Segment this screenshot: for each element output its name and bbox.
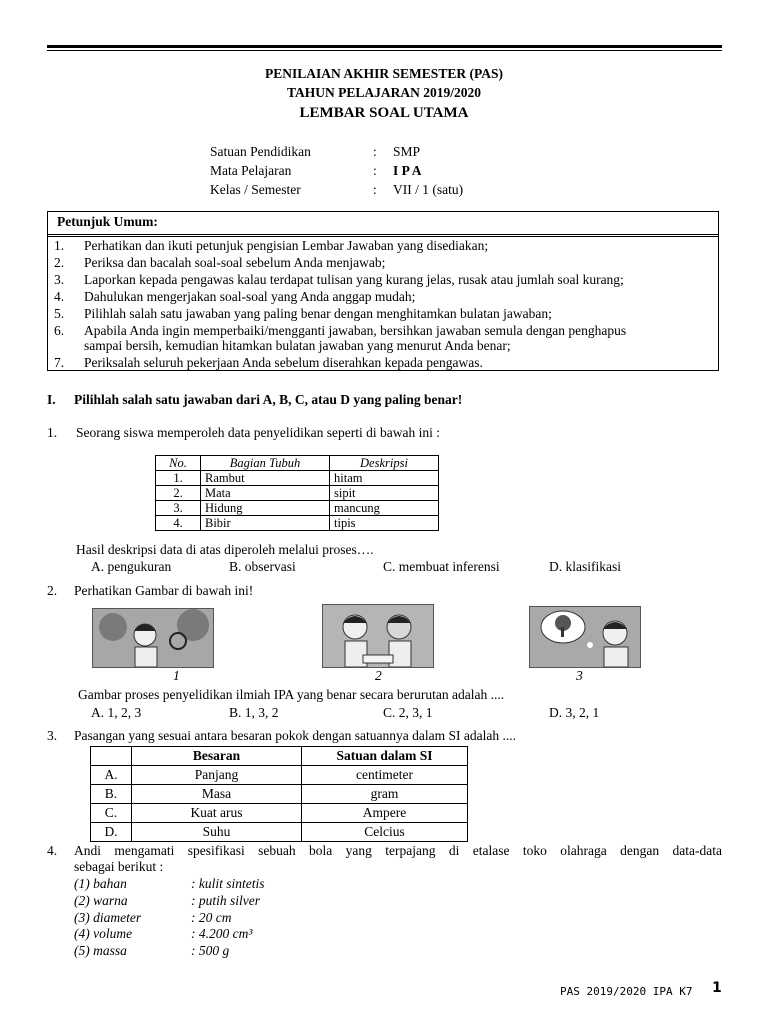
table-cell: Suhu: [132, 823, 302, 842]
question-followup: Hasil deskripsi data di atas diperoleh melalui proses….: [76, 542, 374, 557]
top-rule-thin: [47, 50, 722, 51]
meta-label: Kelas / Semester: [210, 182, 301, 197]
instruction-text: Periksa dan bacalah soal-soal sebelum Anda menjawab;: [84, 255, 386, 270]
table-cell: 3.: [156, 501, 201, 516]
spec-value: : kulit sintetis: [191, 876, 265, 891]
option-b[interactable]: B. observasi: [229, 559, 296, 574]
meta-sep: :: [373, 182, 377, 197]
meta-label: Satuan Pendidikan: [210, 144, 311, 159]
spec-value: : 4.200 cm³: [191, 926, 253, 941]
table-row: [156, 486, 439, 501]
observation-table: [155, 455, 439, 531]
table-header: [91, 747, 132, 766]
table-row[interactable]: [91, 785, 468, 804]
student-observing-icon: [93, 609, 213, 667]
table-cell: 1.: [156, 471, 201, 486]
question-number: 3.: [47, 728, 58, 743]
question-text-continued: sebagai berikut :: [74, 859, 164, 874]
page-number: 1: [712, 980, 722, 996]
table-cell: A.: [91, 766, 132, 785]
question-number: 2.: [47, 583, 58, 598]
table-row[interactable]: [91, 766, 468, 785]
meta-sep: :: [373, 163, 377, 178]
meta-value: I P A: [393, 163, 422, 178]
table-header: Bagian Tubuh: [201, 456, 330, 471]
image-label-1: 1: [173, 668, 180, 683]
instruction-num: 6.: [54, 323, 65, 338]
instruction-num: 2.: [54, 255, 65, 270]
table-cell: centimeter: [302, 766, 468, 785]
option-c[interactable]: C. 2, 3, 1: [383, 705, 433, 720]
table-header: Deskripsi: [330, 456, 439, 471]
instruction-text: sampai bersih, kemudian hitamkan bulatan jawaban yang menurut Anda benar;: [84, 338, 511, 353]
table-cell: gram: [302, 785, 468, 804]
table-cell: Kuat arus: [132, 804, 302, 823]
table-cell: Bibir: [201, 516, 330, 531]
table-row[interactable]: [91, 823, 468, 842]
table-cell: Ampere: [302, 804, 468, 823]
spec-value: : putih silver: [191, 893, 260, 908]
section-number: I.: [47, 392, 56, 407]
illustration-1: [92, 608, 214, 668]
meta-label: Mata Pelajaran: [210, 163, 292, 178]
table-cell: tipis: [330, 516, 439, 531]
option-d[interactable]: D. 3, 2, 1: [549, 705, 600, 720]
top-rule: [47, 45, 722, 48]
meta-value: VII / 1 (satu): [393, 182, 464, 197]
units-table: [90, 746, 468, 842]
footer-code: PAS 2019/2020 IPA K7: [560, 985, 693, 998]
instructions-box: [47, 211, 719, 371]
spec-key: (4) volume: [74, 926, 133, 941]
table-cell: 4.: [156, 516, 201, 531]
option-c[interactable]: C. membuat inferensi: [383, 559, 500, 574]
spec-key: (2) warna: [74, 893, 128, 908]
meta-value: SMP: [393, 144, 421, 159]
table-row[interactable]: [91, 804, 468, 823]
instruction-num: 1.: [54, 238, 65, 253]
table-row: [156, 501, 439, 516]
option-d[interactable]: D. klasifikasi: [549, 559, 621, 574]
instruction-text: Dahulukan mengerjakan soal-soal yang Anda anggap mudah;: [84, 289, 416, 304]
instruction-text: Periksalah seluruh pekerjaan Anda sebelum diserahkan kepada pengawas.: [84, 355, 483, 370]
table-cell: Hidung: [201, 501, 330, 516]
instruction-num: 5.: [54, 306, 65, 321]
table-row: [156, 471, 439, 486]
instruction-num: 4.: [54, 289, 65, 304]
option-a[interactable]: A. pengukuran: [91, 559, 172, 574]
question-text: Seorang siswa memperoleh data penyelidikan seperti di bawah ini :: [76, 425, 441, 440]
spec-value: : 20 cm: [191, 910, 232, 925]
table-cell: Celcius: [302, 823, 468, 842]
illustration-2: [322, 604, 434, 668]
instructions-title: Petunjuk Umum:: [48, 212, 718, 235]
table-cell: D.: [91, 823, 132, 842]
section-title: Pilihlah salah satu jawaban dari A, B, C, atau D yang paling benar!: [74, 392, 463, 407]
table-cell: mancung: [330, 501, 439, 516]
question-followup: Gambar proses penyelidikan ilmiah IPA yang benar secara berurutan adalah ....: [78, 687, 505, 702]
image-label-2: 2: [375, 668, 382, 683]
table-cell: Mata: [201, 486, 330, 501]
table-cell: hitam: [330, 471, 439, 486]
table-cell: sipit: [330, 486, 439, 501]
question-number: 1.: [47, 425, 58, 440]
student-thinking-icon: [530, 607, 640, 667]
instruction-text: Apabila Anda ingin memperbaiki/mengganti jawaban, bersihkan jawaban semula dengan penghapus: [84, 323, 627, 338]
table-cell: Masa: [132, 785, 302, 804]
instruction-text: Laporkan kepada pengawas kalau terdapat tulisan yang kurang jelas, rusak atau jumlah soal kurang;: [84, 272, 624, 287]
students-discussing-icon: [323, 605, 433, 667]
option-b[interactable]: B. 1, 3, 2: [229, 705, 279, 720]
meta-sep: :: [373, 144, 377, 159]
table-header: Satuan dalam SI: [302, 747, 468, 766]
spec-value: : 500 g: [191, 943, 230, 958]
table-cell: Rambut: [201, 471, 330, 486]
table-cell: C.: [91, 804, 132, 823]
instruction-text: Pilihlah salah satu jawaban yang paling benar dengan menghitamkan bulatan jawaban;: [84, 306, 552, 321]
exam-sheet-title: LEMBAR SOAL UTAMA: [299, 105, 469, 121]
table-header: No.: [156, 456, 201, 471]
table-cell: Panjang: [132, 766, 302, 785]
exam-title: PENILAIAN AKHIR SEMESTER (PAS): [265, 66, 503, 81]
question-text: Andi mengamati spesifikasi sebuah bola yang terpajang di etalase toko olahraga dengan data-data: [74, 843, 722, 858]
spec-key: (5) massa: [74, 943, 127, 958]
exam-year: TAHUN PELAJARAN 2019/2020: [286, 85, 481, 100]
table-cell: 2.: [156, 486, 201, 501]
table-row: [156, 516, 439, 531]
table-header: Besaran: [132, 747, 302, 766]
question-number: 4.: [47, 843, 58, 858]
option-a[interactable]: A. 1, 2, 3: [91, 705, 142, 720]
question-text: Perhatikan Gambar di bawah ini!: [74, 583, 254, 598]
illustration-3: [529, 606, 641, 668]
spec-key: (3) diameter: [74, 910, 142, 925]
instruction-num: 3.: [54, 272, 65, 287]
spec-key: (1) bahan: [74, 876, 127, 891]
instruction-num: 7.: [54, 355, 65, 370]
question-text: Pasangan yang sesuai antara besaran pokok dengan satuannya dalam SI adalah ....: [74, 728, 516, 743]
image-label-3: 3: [576, 668, 583, 683]
table-cell: B.: [91, 785, 132, 804]
instruction-text: Perhatikan dan ikuti petunjuk pengisian Lembar Jawaban yang disediakan;: [84, 238, 489, 253]
